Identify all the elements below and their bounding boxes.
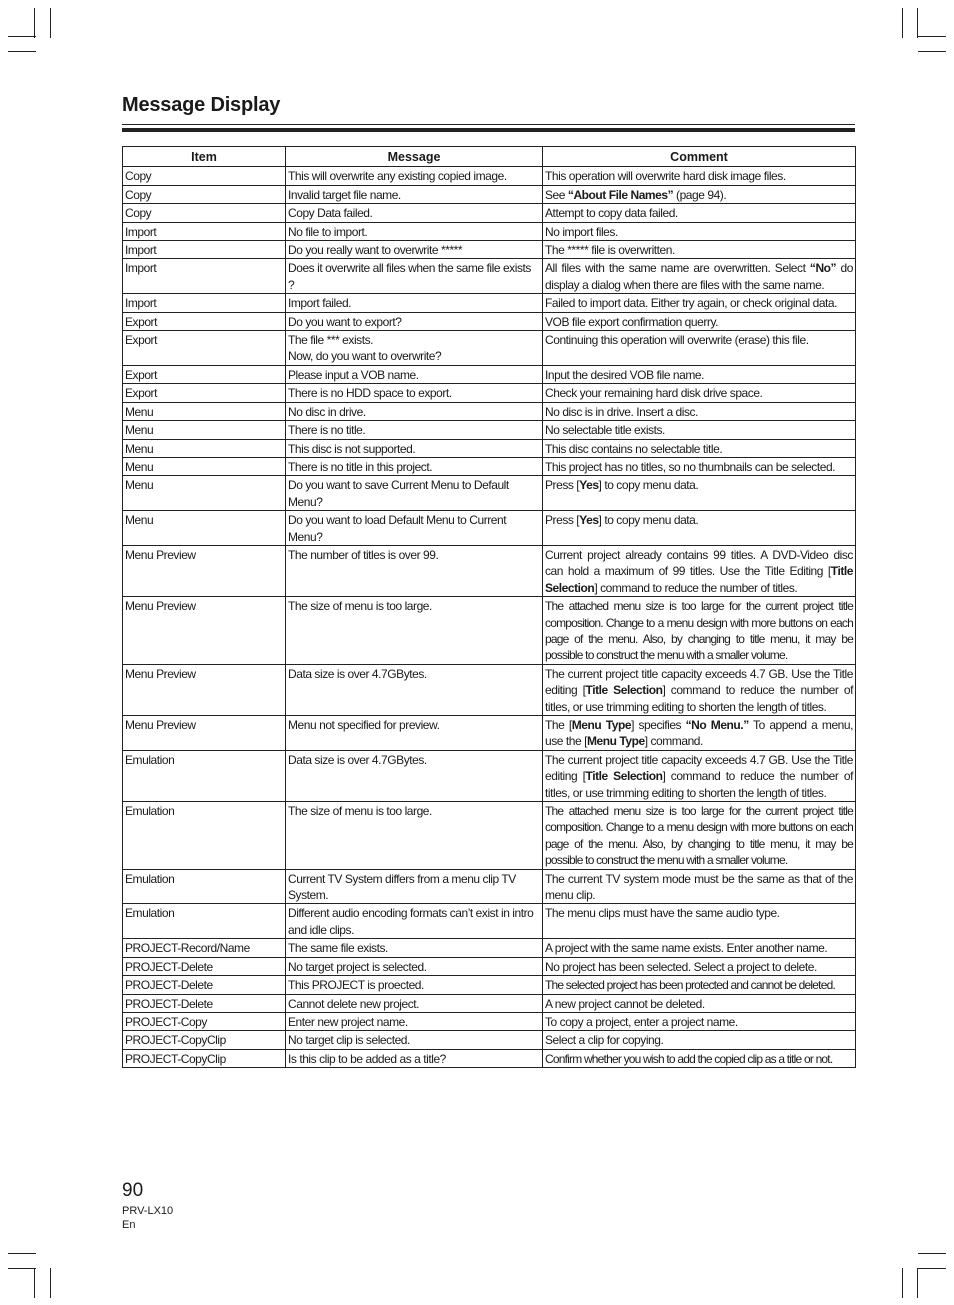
table-row — [123, 222, 856, 240]
title-rule-thick — [122, 128, 855, 132]
crop-mark — [917, 1268, 918, 1298]
cell-item: PROJECT-CopyClip — [123, 1049, 286, 1067]
cell-comment: No disc is in drive. Insert a disc. — [543, 402, 856, 420]
cell-item: Menu — [123, 439, 286, 457]
crop-mark — [34, 1268, 35, 1298]
table-row — [123, 365, 856, 383]
header-message: Message — [286, 147, 543, 167]
crop-mark — [34, 8, 35, 38]
cell-item: Emulation — [123, 802, 286, 870]
cell-message: There is no title in this project. — [286, 457, 543, 475]
cell-comment — [543, 750, 856, 801]
table-row — [123, 204, 856, 222]
cell-comment — [543, 716, 856, 751]
crop-mark — [8, 1268, 36, 1269]
cell-message: Data size is over 4.7GBytes. — [286, 750, 543, 801]
cell-message: Do you want to save Current Menu to Default Menu? — [286, 476, 543, 511]
cell-message: Does it overwrite all files when the same file exists ? — [286, 259, 543, 294]
cell-message: There is no title. — [286, 421, 543, 439]
cell-message: No target clip is selected. — [286, 1031, 543, 1049]
cell-message: Different audio encoding formats can’t exist in intro and idle clips. — [286, 904, 543, 939]
comment-text: ] specifies — [631, 718, 686, 732]
table-row — [123, 1031, 856, 1049]
message-table — [122, 146, 856, 1068]
cell-item: Menu Preview — [123, 716, 286, 751]
cell-message: This will overwrite any existing copied image. — [286, 167, 543, 185]
cell-comment: This operation will overwrite hard disk image files. — [543, 167, 856, 185]
table-row — [123, 167, 856, 185]
table-row — [123, 421, 856, 439]
cell-comment: The attached menu size is too large for the current project title composition. Change to a menu design with more buttons on each page of the menu. Also, by changing to title menu, it may be possible to construct the menu with a smaller volume. — [543, 597, 856, 665]
comment-bold-text: “About File Names” — [567, 187, 674, 202]
table-row — [123, 511, 856, 546]
cell-item: PROJECT-Copy — [123, 1012, 286, 1030]
comment-text: The current project title capacity exceeds 4.7 GB. Use the Title editing [ — [545, 666, 853, 698]
language-code: En — [122, 1219, 136, 1231]
cell-item: Export — [123, 365, 286, 383]
comment-text: All files with the same name are overwritten. Select — [545, 261, 810, 276]
crop-mark — [50, 8, 51, 38]
cell-comment — [543, 511, 856, 546]
cell-message: Data size is over 4.7GBytes. — [286, 664, 543, 715]
comment-bold-text: Yes — [579, 513, 599, 528]
cell-comment: VOB file export confirmation querry. — [543, 312, 856, 330]
cell-message: Please input a VOB name. — [286, 365, 543, 383]
cell-comment: Select a clip for copying. — [543, 1031, 856, 1049]
cell-item: PROJECT-Record/Name — [123, 939, 286, 957]
crop-mark — [917, 8, 918, 38]
page-number: 90 — [122, 1180, 144, 1201]
cell-item: Emulation — [123, 869, 286, 904]
cell-comment: No selectable title exists. — [543, 421, 856, 439]
table-row — [123, 185, 856, 203]
cell-message: Enter new project name. — [286, 1012, 543, 1030]
cell-message: Import failed. — [286, 294, 543, 312]
comment-text: The [ — [545, 718, 572, 732]
cell-comment — [543, 476, 856, 511]
cell-item: Import — [123, 241, 286, 259]
table-row — [123, 545, 856, 596]
cell-message: No file to import. — [286, 222, 543, 240]
table-row — [123, 904, 856, 939]
cell-message: No disc in drive. — [286, 402, 543, 420]
table-row — [123, 1012, 856, 1030]
cell-item: Menu Preview — [123, 545, 286, 596]
table-row — [123, 994, 856, 1012]
cell-message: The file *** exists. Now, do you want to overwrite? — [286, 331, 543, 366]
table-row — [123, 241, 856, 259]
comment-text: Press [ — [545, 478, 580, 493]
comment-text: do display a dialog when there are files with the same name. — [545, 261, 853, 292]
cell-message: This PROJECT is proected. — [286, 976, 543, 994]
cell-item: PROJECT-CopyClip — [123, 1031, 286, 1049]
cell-comment: No import files. — [543, 222, 856, 240]
comment-text: ] command. — [644, 734, 703, 749]
cell-item: Menu — [123, 476, 286, 511]
cell-message: Do you really want to overwrite ***** — [286, 241, 543, 259]
table-row — [123, 597, 856, 665]
cell-item: PROJECT-Delete — [123, 994, 286, 1012]
comment-text: See — [545, 187, 568, 202]
cell-item: Menu — [123, 511, 286, 546]
table-row — [123, 802, 856, 870]
comment-text: (page 94). — [673, 187, 727, 202]
table-header-row — [123, 147, 856, 167]
cell-item: Import — [123, 259, 286, 294]
model-name: PRV-LX10 — [122, 1205, 174, 1217]
comment-text: ] command to reduce the number of titles, or use trimming editing to shorten the length of titles. — [545, 683, 853, 714]
cell-comment: This disc contains no selectable title. — [543, 439, 856, 457]
cell-item: Export — [123, 384, 286, 402]
cell-message: Copy Data failed. — [286, 204, 543, 222]
cell-message: Menu not specified for preview. — [286, 716, 543, 751]
title-rule-thin — [122, 124, 855, 125]
cell-item: Copy — [123, 167, 286, 185]
header-item: Item — [123, 147, 286, 167]
table-row — [123, 957, 856, 975]
cell-comment: The menu clips must have the same audio type. — [543, 904, 856, 939]
table-row — [123, 476, 856, 511]
table-row — [123, 664, 856, 715]
crop-mark — [8, 51, 36, 52]
cell-comment — [543, 259, 856, 294]
cell-item: Export — [123, 312, 286, 330]
comment-bold-text: Yes — [579, 478, 599, 493]
table-row — [123, 384, 856, 402]
crop-mark — [918, 1268, 946, 1269]
cell-comment: No project has been selected. Select a project to delete. — [543, 957, 856, 975]
cell-comment: The ***** file is overwritten. — [543, 241, 856, 259]
comment-text: ] command to reduce the number of titles, or use trimming editing to shorten the length of titles. — [545, 769, 853, 800]
table-body — [123, 167, 856, 1068]
crop-mark — [8, 36, 36, 37]
comment-text: ] command to reduce the number of titles. — [594, 580, 798, 595]
comment-bold-text: Menu Type — [571, 718, 632, 732]
cell-message: Cannot delete new project. — [286, 994, 543, 1012]
table-row — [123, 750, 856, 801]
table-row — [123, 976, 856, 994]
crop-mark — [918, 1253, 946, 1254]
cell-item: Menu — [123, 457, 286, 475]
cell-item: Menu Preview — [123, 664, 286, 715]
table-row — [123, 716, 856, 751]
table-row — [123, 457, 856, 475]
cell-comment: Check your remaining hard disk drive space. — [543, 384, 856, 402]
cell-comment: Failed to import data. Either try again, or check original data. — [543, 294, 856, 312]
comment-text: ] to copy menu data. — [598, 478, 699, 493]
cell-message: The number of titles is over 99. — [286, 545, 543, 596]
comment-text: Current project already contains 99 titles. A DVD-Video disc can hold a maximum of 99 titles. Use the Title Editing [ — [545, 547, 853, 579]
table-row — [123, 869, 856, 904]
page-title: Message Display — [122, 94, 281, 116]
table-row — [123, 259, 856, 294]
cell-comment: A new project cannot be deleted. — [543, 994, 856, 1012]
cell-item: Copy — [123, 204, 286, 222]
cell-comment: Confirm whether you wish to add the copied clip as a title or not. — [543, 1049, 856, 1067]
table-row — [123, 439, 856, 457]
cell-message: The size of menu is too large. — [286, 597, 543, 665]
cell-comment: To copy a project, enter a project name. — [543, 1012, 856, 1030]
cell-item: Import — [123, 294, 286, 312]
cell-comment: The attached menu size is too large for the current project title composition. Change to a menu design with more buttons on each page of the menu. Also, by changing to title menu, it may be possible to construct the menu with a smaller volume. — [543, 802, 856, 870]
cell-comment: This project has no titles, so no thumbnails can be selected. — [543, 457, 856, 475]
comment-bold-text: Title Selection — [585, 683, 663, 698]
cell-comment — [543, 545, 856, 596]
table-row — [123, 402, 856, 420]
cell-comment: Continuing this operation will overwrite (erase) this file. — [543, 331, 856, 366]
crop-mark — [8, 1253, 36, 1254]
comment-text: To append a menu, use the [ — [545, 718, 853, 749]
comment-bold-text: Menu Type — [586, 734, 645, 749]
crop-mark — [918, 36, 946, 37]
cell-comment: Input the desired VOB file name. — [543, 365, 856, 383]
crop-mark — [50, 1268, 51, 1298]
comment-bold-text: Title Selection — [545, 564, 853, 595]
cell-message: The same file exists. — [286, 939, 543, 957]
crop-mark — [918, 51, 946, 52]
cell-item: Menu — [123, 402, 286, 420]
comment-bold-text: Title Selection — [585, 769, 663, 784]
cell-item: Copy — [123, 185, 286, 203]
cell-item: Menu — [123, 421, 286, 439]
comment-bold-text: “No Menu.” — [685, 718, 749, 732]
cell-message: The size of menu is too large. — [286, 802, 543, 870]
comment-text: Press [ — [545, 513, 580, 528]
cell-comment: The current TV system mode must be the same as that of the menu clip. — [543, 869, 856, 904]
cell-message: Current TV System differs from a menu clip TV System. — [286, 869, 543, 904]
table-row — [123, 294, 856, 312]
comment-text: ] to copy menu data. — [598, 513, 699, 528]
crop-mark — [902, 8, 903, 38]
table-row — [123, 1049, 856, 1067]
cell-item: Emulation — [123, 904, 286, 939]
cell-message: Do you want to export? — [286, 312, 543, 330]
table-row — [123, 331, 856, 366]
table-row — [123, 312, 856, 330]
header-comment: Comment — [543, 147, 856, 167]
crop-mark — [902, 1268, 903, 1298]
cell-message: There is no HDD space to export. — [286, 384, 543, 402]
comment-text: The current project title capacity exceeds 4.7 GB. Use the Title editing [ — [545, 752, 853, 784]
cell-item: Export — [123, 331, 286, 366]
table-row — [123, 939, 856, 957]
cell-item: Menu Preview — [123, 597, 286, 665]
cell-item: Emulation — [123, 750, 286, 801]
cell-item: Import — [123, 222, 286, 240]
cell-comment: The selected project has been protected and cannot be deleted. — [543, 976, 856, 994]
cell-message: Do you want to load Default Menu to Current Menu? — [286, 511, 543, 546]
cell-comment: A project with the same name exists. Enter another name. — [543, 939, 856, 957]
cell-message: This disc is not supported. — [286, 439, 543, 457]
cell-message: Is this clip to be added as a title? — [286, 1049, 543, 1067]
cell-item: PROJECT-Delete — [123, 957, 286, 975]
cell-comment: Attempt to copy data failed. — [543, 204, 856, 222]
cell-comment — [543, 664, 856, 715]
cell-message: Invalid target file name. — [286, 185, 543, 203]
cell-comment — [543, 185, 856, 203]
cell-message: No target project is selected. — [286, 957, 543, 975]
cell-item: PROJECT-Delete — [123, 976, 286, 994]
comment-bold-text: “No” — [809, 261, 837, 276]
